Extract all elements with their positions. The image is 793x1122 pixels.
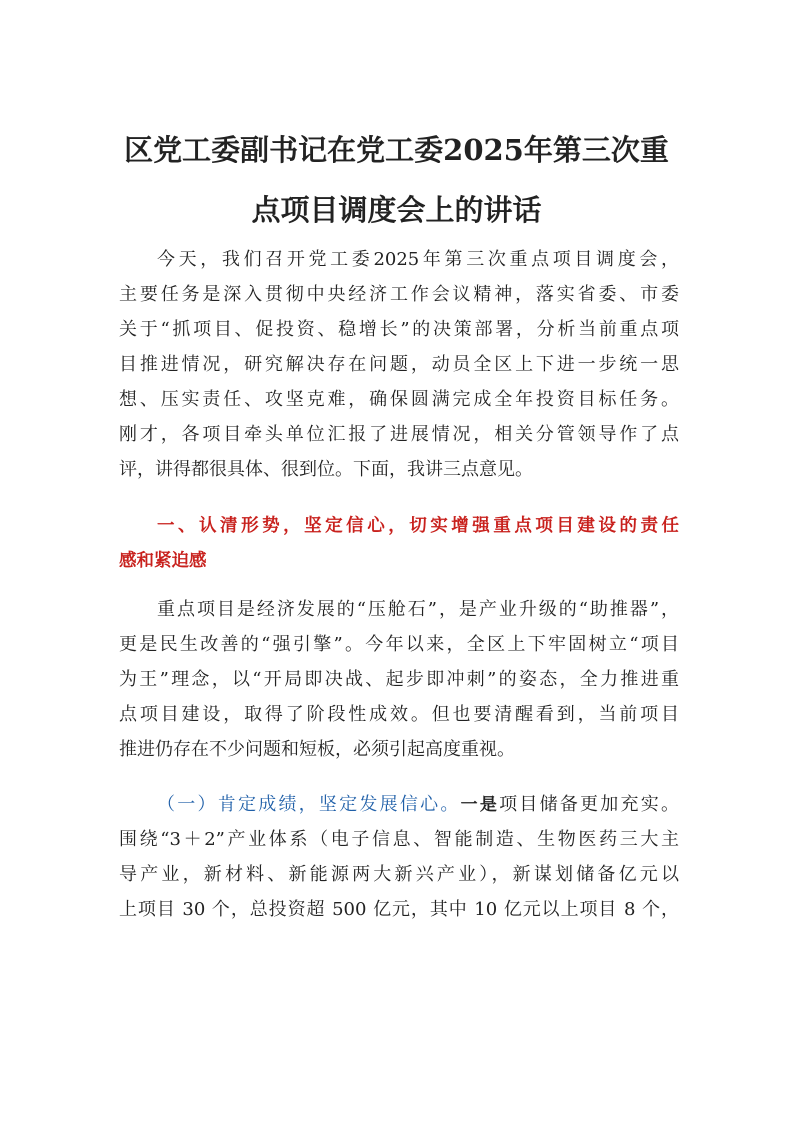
subsection-1-line-3: 导产业，新材料、新能源两大新兴产业），新谋划储备亿元以 [119, 864, 679, 885]
section-1-heading-line-2: 感和紧迫感 [119, 551, 207, 571]
section-1-heading-line-1: 一、认清形势，坚定信心，切实增强重点项目建设的责任 [157, 516, 679, 536]
subsection-1-line-4: 上项目 30 个，总投资超 500 亿元，其中 10 亿元以上项目 8 个， [119, 899, 679, 920]
section-1-line-3: 为王”理念，以“开局即决战、起步即冲刺”的姿态，全力推进重 [119, 669, 679, 690]
intro-line-6: 刚才，各项目牵头单位汇报了进展情况，相关分管领导作了点 [119, 424, 679, 445]
section-1-line-5: 推进仍存在不少问题和短板，必须引起高度重视。 [119, 739, 515, 760]
intro-line-7: 评，讲得都很具体、很到位。下面，我讲三点意见。 [119, 459, 533, 480]
intro-line-1: 今天，我们召开党工委2025年第三次重点项目调度会， [157, 249, 679, 270]
document-title-line-2: 点项目调度会上的讲话 [251, 193, 542, 227]
intro-line-5: 想、压实责任、攻坚克难，确保圆满完成全年投资目标任务。 [119, 389, 679, 410]
section-1-line-1: 重点项目是经济发展的“压舱石”，是产业升级的“助推器”， [157, 599, 679, 620]
subsection-1-line-1 [157, 792, 679, 818]
intro-line-4: 目推进情况，研究解决存在问题，动员全区上下进一步统一思 [119, 354, 679, 375]
document-title-line-1: 区党工委副书记在党工委2025年第三次重 [124, 133, 669, 167]
subsection-1-line-2: 围绕“3＋2”产业体系（电子信息、智能制造、生物医药三大主 [119, 829, 679, 850]
section-1-line-4: 点项目建设，取得了阶段性成效。但也要清醒看到，当前项目 [119, 704, 679, 725]
intro-line-2: 主要任务是深入贯彻中央经济工作会议精神，落实省委、市委 [119, 284, 679, 305]
subsection-1-first-rest: 项目储备更加充实。 [499, 794, 679, 815]
subsection-1-label: （一）肯定成绩，坚定发展信心。 [157, 794, 461, 815]
intro-line-3: 关于“抓项目、促投资、稳增长”的决策部署，分析当前重点项 [119, 319, 679, 340]
section-1-line-2: 更是民生改善的“强引擎”。今年以来，全区上下牢固树立“项目 [119, 634, 679, 655]
subsection-1-lead: 一是 [460, 795, 500, 815]
